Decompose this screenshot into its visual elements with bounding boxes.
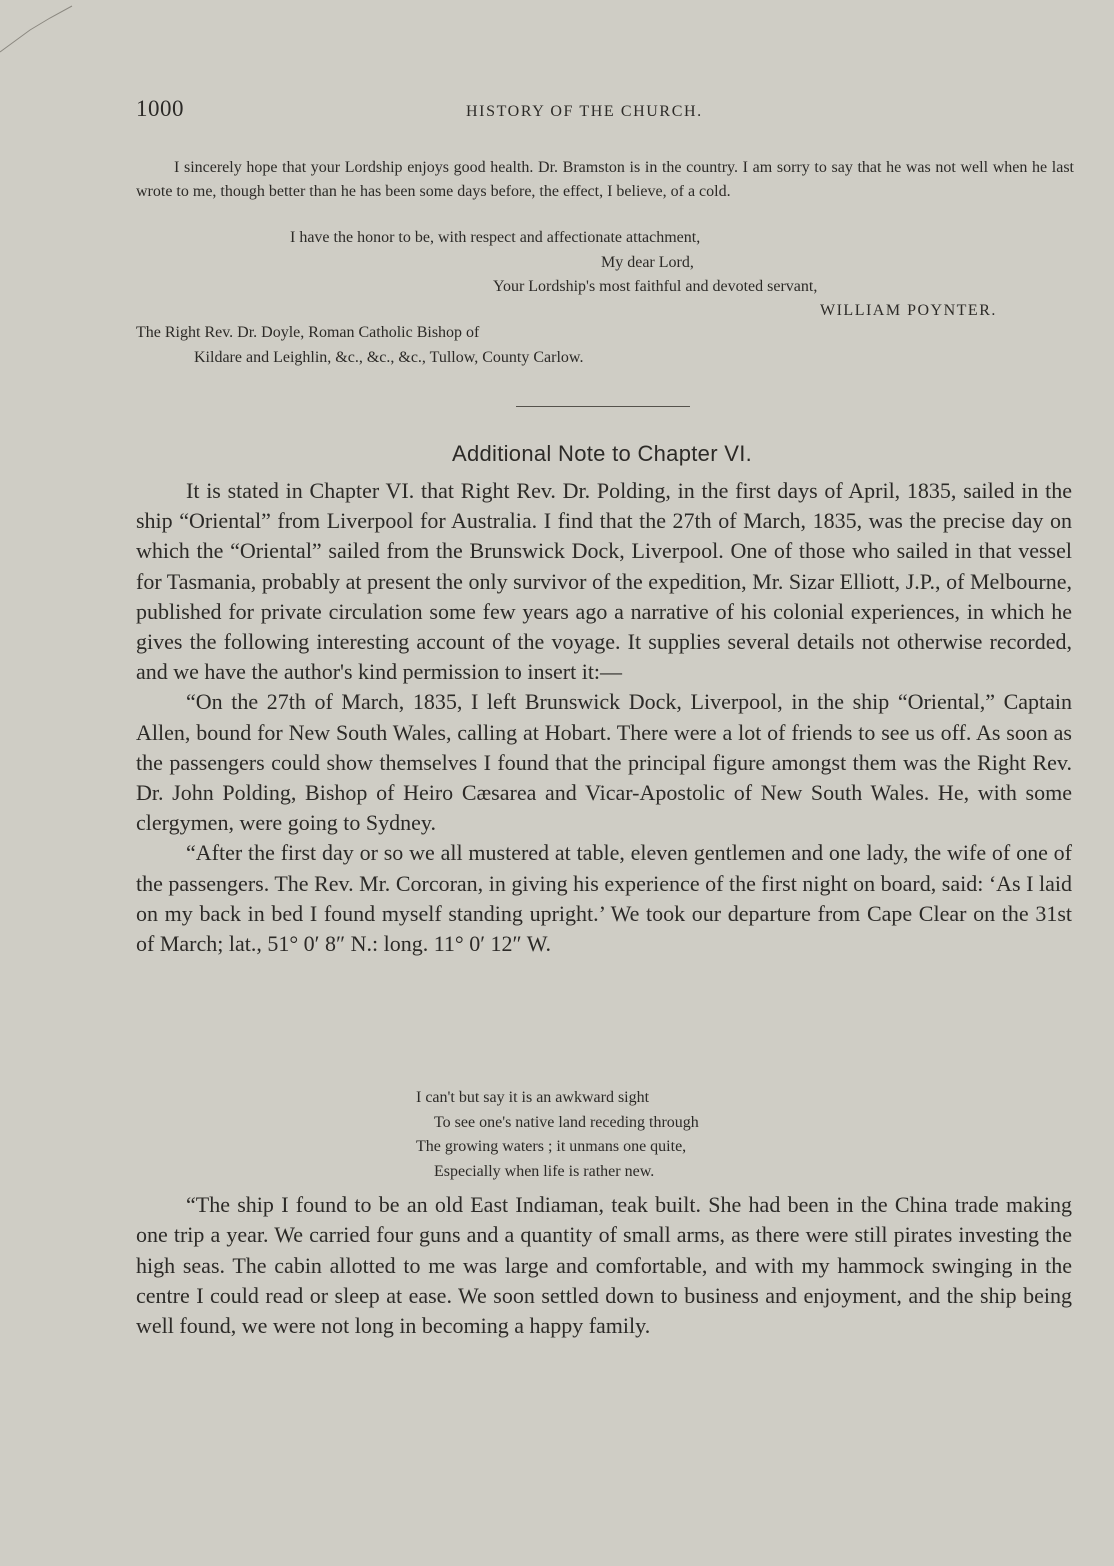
note-paragraph-3: “After the first day or so we all mustered at table, eleven gentlemen and one lady, the wife of one of the passengers. The Rev. Mr. Corcoran, in giving his experience of the first night on board, said: ‘As I laid on my back in bed I found myself standing upright.’ We took our departure from Cape Clear on the 31st of March; lat., 51° 0′ 8″ N.: long. 11° 0′ 12″ W.	[136, 840, 1072, 957]
verse-quote	[416, 1086, 699, 1184]
letter-closing-line-2: My dear Lord,	[601, 254, 694, 271]
letter-closing-line-1: I have the honor to be, with respect and affectionate attachment,	[290, 229, 701, 246]
note-paragraph-4: “The ship I found to be an old East Indiaman, teak built. She had been in the China trade making one trip a year. We carried four guns and a quantity of small arms, as there were still pirates investing the high seas. The cabin allotted to me was large and comfortable, and with my hammock swinging in the centre I could read or sleep at ease. We soon settled down to business and enjoyment, and the ship being well found, we were not long in becoming a happy family.	[136, 1192, 1072, 1339]
verse-line-2: To see one's native land receding through	[434, 1113, 699, 1131]
address-line-2: Kildare and Leighlin, &c., &c., &c., Tullow, County Carlow.	[194, 349, 584, 366]
section-divider	[516, 406, 690, 407]
page-number: 1000	[136, 96, 184, 121]
note-body-continued	[136, 1190, 1072, 1341]
letter-address	[136, 320, 583, 370]
letter-closing-line-3: Your Lordship's most faithful and devoted servant,	[493, 278, 818, 295]
page-corner-mark	[0, 0, 80, 70]
address-line-1: The Right Rev. Dr. Doyle, Roman Catholic Bishop of	[136, 324, 480, 341]
running-title: HISTORY OF THE CHURCH.	[466, 103, 703, 120]
verse-line-4: Especially when life is rather new.	[434, 1162, 655, 1180]
verse-line-1: I can't but say it is an awkward sight	[416, 1089, 650, 1106]
letter-text: I sincerely hope that your Lordship enjoys good health. Dr. Bramston is in the country. I am sorry to say that he was not well when he last wrote to me, though better than he has been some days before, the effect, I believe, of a cold.	[136, 159, 1074, 200]
note-heading: Additional Note to Chapter VI.	[451, 441, 753, 466]
verse-line-3: The growing waters ; it unmans one quite,	[416, 1138, 687, 1155]
letter-signature: WILLIAM POYNTER.	[820, 302, 997, 319]
note-paragraph-2: “On the 27th of March, 1835, I left Brunswick Dock, Liverpool, in the ship “Oriental,” Captain Allen, bound for New South Wales, calling at Hobart. There were a lot of friends to see us off. As soon as the passengers could show themselves I found that the principal figure amongst them was the Right Rev. Dr. John Polding, Bishop of Heiro Cæsarea and Vicar-Apostolic of New South Wales. He, with some clergymen, were going to Sydney.	[136, 689, 1072, 836]
note-paragraph-1: It is stated in Chapter VI. that Right Rev. Dr. Polding, in the first days of April, 1835, sailed in the ship “Oriental” from Liverpool for Australia. I find that the 27th of March, 1835, was the precise day on which the “Oriental” sailed from the Brunswick Dock, Liverpool. One of those who sailed in that vessel for Tasmania, probably at present the only survivor of the expedition, Mr. Sizar Elliott, J.P., of Melbourne, published for private circulation some few years ago a narrative of his colonial experiences, in which he gives the following interesting account of the voyage. It supplies several details not otherwise recorded, and we have the author's kind permission to insert it:—	[136, 478, 1072, 685]
note-body	[136, 476, 1072, 959]
letter-paragraph	[136, 156, 1074, 204]
